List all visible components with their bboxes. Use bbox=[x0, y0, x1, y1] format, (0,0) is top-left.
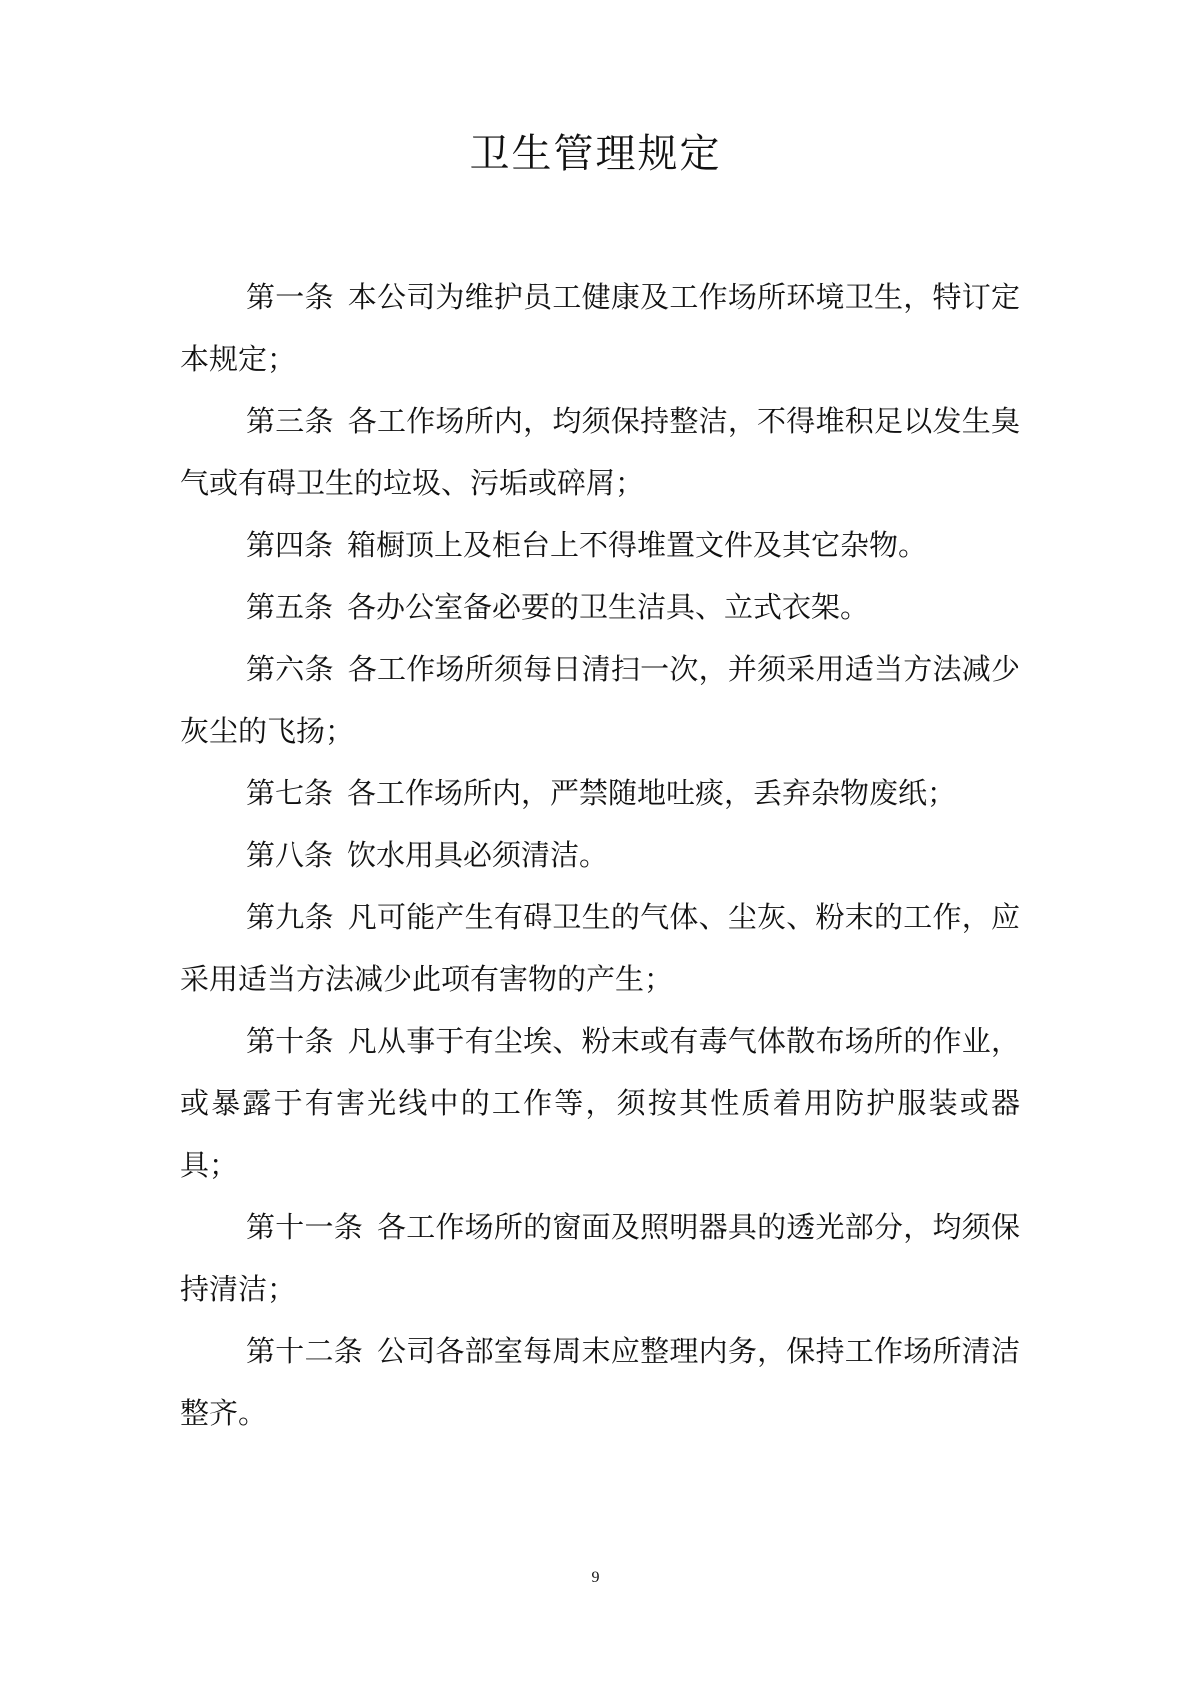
clause-1 bbox=[180, 266, 1020, 390]
clause-label: 第六条 bbox=[246, 652, 334, 686]
clause-label: 第十条 bbox=[246, 1024, 334, 1058]
document-body bbox=[180, 266, 1020, 1444]
clause-text: 凡从事于有尘埃、粉末或有毒气体散布场所的作业，或暴露于有害光线中的工作等，须按其性质着用防护服装或器具； bbox=[180, 1024, 1020, 1182]
clause-text: 各工作场所内，严禁随地吐痰，丢弃杂物废纸； bbox=[347, 776, 957, 810]
clause-text: 凡可能产生有碍卫生的气体、尘灰、粉末的工作，应采用适当方法减少此项有害物的产生； bbox=[180, 900, 1020, 996]
clause-label: 第一条 bbox=[246, 280, 334, 314]
clause-4 bbox=[180, 514, 1020, 576]
clause-9 bbox=[180, 886, 1020, 1010]
clause-12 bbox=[180, 1320, 1020, 1444]
document-title: 卫生管理规定 bbox=[469, 131, 722, 177]
clause-8 bbox=[180, 824, 1020, 886]
clause-7 bbox=[180, 762, 1020, 824]
clause-text: 箱橱顶上及柜台上不得堆置文件及其它杂物。 bbox=[347, 528, 928, 562]
page-number: 9 bbox=[591, 1569, 600, 1586]
clause-label: 第九条 bbox=[246, 900, 334, 934]
clause-5 bbox=[180, 576, 1020, 638]
clause-label: 第五条 bbox=[246, 590, 334, 624]
clause-text: 各工作场所须每日清扫一次，并须采用适当方法减少灰尘的飞扬； bbox=[180, 652, 1020, 748]
clause-label: 第十一条 bbox=[246, 1210, 363, 1244]
clause-label: 第四条 bbox=[246, 528, 334, 562]
clause-text: 本公司为维护员工健康及工作场所环境卫生，特订定本规定； bbox=[180, 280, 1020, 376]
clause-10 bbox=[180, 1010, 1020, 1196]
clause-text: 各办公室备必要的卫生洁具、立式衣架。 bbox=[347, 590, 870, 624]
clause-text: 各工作场所内，均须保持整洁，不得堆积足以发生臭气或有碍卫生的垃圾、污垢或碎屑； bbox=[180, 404, 1020, 500]
clause-text: 饮水用具必须清洁。 bbox=[347, 838, 609, 872]
clause-label: 第三条 bbox=[246, 404, 334, 438]
clause-6 bbox=[180, 638, 1020, 762]
clause-text: 各工作场所的窗面及照明器具的透光部分，均须保持清洁； bbox=[180, 1210, 1020, 1306]
clause-label: 第八条 bbox=[246, 838, 334, 872]
clause-label: 第七条 bbox=[246, 776, 334, 810]
clause-11 bbox=[180, 1196, 1020, 1320]
clause-label: 第十二条 bbox=[246, 1334, 363, 1368]
clause-text: 公司各部室每周末应整理内务，保持工作场所清洁整齐。 bbox=[180, 1334, 1020, 1430]
clause-3 bbox=[180, 390, 1020, 514]
